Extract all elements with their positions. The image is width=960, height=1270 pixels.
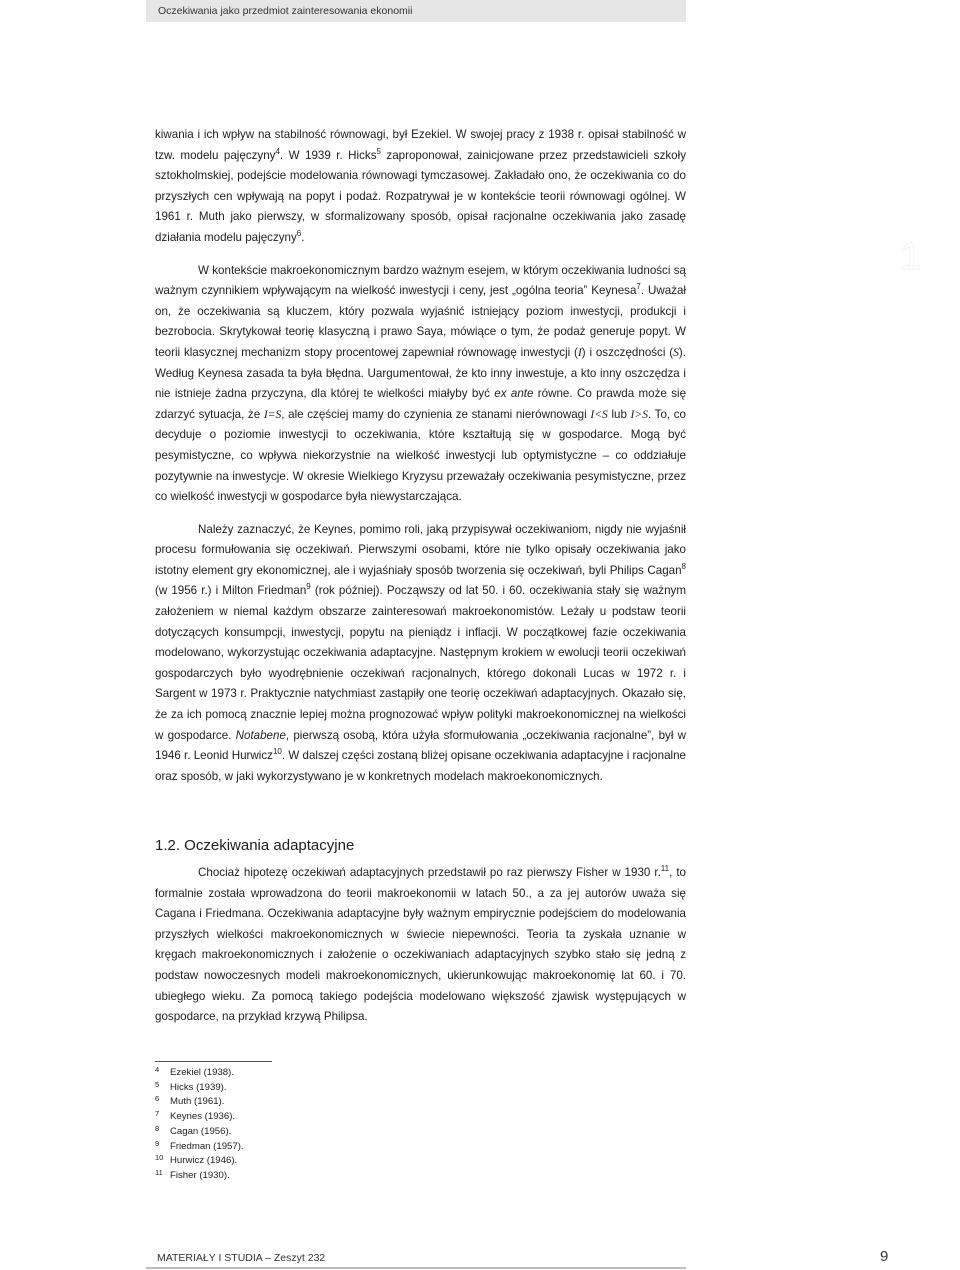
main-text [155,125,686,787]
footnote-ref: 4 [275,146,280,156]
math-symbol: I [577,345,582,359]
footnote: 8 Cagan (1956). [155,1123,232,1137]
footnote-ref: 9 [306,582,311,592]
paragraph-3: Należy zaznaczyć, że Keynes, pomimo roli, jaką przypisywał oczekiwaniom, nigdy nie wyjaśnił procesu formułowania się oczekiwań. Pierwszymi osobami, które nie tylko opisały oczekiwania jako istotny element gry ekonomicznej, ale i wyjaśniały sposób tworzenia się oczekiwań, byli Philips Cagan$^8$ (w 1956 r.) i Milton Friedman$^9$ (rok później). Począwszy od lat 50. i 60. oczekiwania stały się ważnym założeniem w niemal każdym obszarze zainteresowań makroekonomistów. Leżały u podstaw teorii dotyczących konsumpcji, inwestycji, popytu na pieniądz i inflacji. W początkowej fazie oczekiwania modelowano, wykorzystując oczekiwania adaptacyjne. Następnym krokiem w ewolucji teorii oczekiwań gospodarczych było wyodrębnienie oczekiwań racjonalnych, którego dokonali Lucas w 1972 r. i Sargent w 1973 r. Praktycznie natychmiast zastąpiły one teorię oczekiwań adaptacyjnych. Okazało się, że za ich pomocą znacznie lepiej można prognozować wpływ polityki makroekonomicznej na wielkości w gospodarce. Notabene, pierwszą osobą, która użyła sformułowania „oczekiwania racjonalne”, był w 1946 r. Leonid Hurwicz$^{10}$. W dalszej części zostaną bliżej opisane oczekiwania adaptacyjne i racjonalne oraz sposób, w jaki wykorzystywano je w konkretnych modelach makroekonomicznych. [155,522,687,783]
footnote: 5 Hicks (1939). [155,1079,227,1093]
footnote-ref: 10 [272,747,282,757]
running-header-title: Oczekiwania jako przedmiot zainteresowania ekonomii [158,5,413,17]
footnote: 10 Hurwicz (1946). [155,1153,238,1167]
journal-footer: MATERIAŁY I STUDIA – Zeszyt 232 [157,1252,326,1264]
footnotes [155,1066,244,1184]
emphasis: ex ante [494,387,534,401]
math-symbol: S [673,345,679,359]
footnote-separator [155,1061,272,1062]
math-expression: I<S [590,407,608,421]
footnote-ref: 6 [296,228,302,238]
footnote-ref: 8 [681,561,686,571]
footnote-ref: 7 [636,282,641,292]
footnote-ref: 11 [660,864,670,873]
paragraph-1: kiwania i ich wpływ na stabilność równowagi, był Ezekiel. W swojej pracy z 1938 r. opisał stabilność w tzw. modelu pajęczyny$^4$. W 1939 r. Hicks$^5$ zaproponował, zainicjowane przez przedstawicieli szkoły sztokholmskiej, podejście modelowania równowagi tymczasowej. Zakładało ono, że oczekiwania co do przyszłych cen wpływają na popyt i podaż. Rozpatrywał je w kontekście teorii równowagi ogólnej. W 1961 r. Muth jako pierwszy, w sformalizowany sposób, opisał racjonalne oczekiwania jako zasadę działania modelu pajęczyny$^6$. [155,128,686,244]
page-number: 9 [880,1248,889,1265]
section-text [155,863,686,1028]
footer-rule [146,1267,686,1269]
footnote: 7 Keynes (1936). [155,1109,236,1123]
footnote: 9 Friedman (1957). [155,1138,244,1152]
footnote: 11 Fisher (1930). [155,1167,230,1181]
footnote: 6 Muth (1961). [155,1094,225,1108]
paragraph-2: W kontekście makroekonomicznym bardzo ważnym esejem, w którym oczekiwania ludności są ważnym czynnikiem wpływającym na wielkość inwestycji i ceny, jest „ogólna teoria” Keynesa$^7$. Uważał on, że oczekiwania są kluczem, który pozwala wyjaśnić istniejący poziom inwestycji, produkcji i bezrobocia. Skrytykował teorię klasyczną i prawo Saya, mówiące o tym, że podaż generuje popyt. W teorii klasycznej mechanizm stopy procentowej zapewniał równowagę inwestycji (I) i oszczędności (S). Według Keynesa zasada ta była błędna. Uargumentował, że kto inny inwestuje, a kto inny oszczędza i nie istnieje żadna przyczyna, dla której te wielkości miałyby być ex ante równe. Co prawda może się zdarzyć sytuacja, że I=S, ale częściej mamy do czynienia ze stanami nierównowagi I<S lub I>S. To, co decyduje o poziomie inwestycji to oczekiwania, które kształtują się w gospodarce. Mogą być pesymistyczne, co wpływa niekorzystnie na wielkość inwestycji lub optymistyczne – co oddziałuje pozytywnie na inwestycje. W okresie Wielkiego Kryzysu przeważały oczekiwania pesymistyczne, przez co wielkość inwestycji w gospodarce była niewystarczająca. [155,263,687,504]
footnote: 4 Ezekiel (1938). [155,1065,234,1078]
math-expression: I=S [263,407,282,421]
section-heading: 1.2. Oczekiwania adaptacyjne [155,837,355,854]
chapter-marker: 1 [900,236,922,278]
math-expression: I>S [630,407,649,421]
emphasis: Notabene [235,728,286,742]
footnote-ref: 5 [376,146,381,156]
paragraph-4: Chociaż hipotezę oczekiwań adaptacyjnych przedstawił po raz pierwszy Fisher w 1930 r.$^{11}$, to formalnie została wprowadzona do teorii makroekonomii w latach 50., a za jej autorów uważa się Cagana i Friedmana. Oczekiwania adaptacyjne były ważnym empirycznie podejściem do modelowania przyszłych wielkości makroekonomicznych w świecie niepewności. Teoria ta zyskała uznanie w kręgach makroekonomicznych i założenie o oczekiwaniach adaptacyjnych szybko stało się jedną z podstaw nowoczesnych modeli makroekonomicznych, ukierunkowując makroekonomię lat 60. i 70. ubiegłego wieku. Za pomocą takiego podejścia modelowano większość zjawisk występujących w gospodarce, na przykład krzywą Philipsa. [155,864,686,1024]
